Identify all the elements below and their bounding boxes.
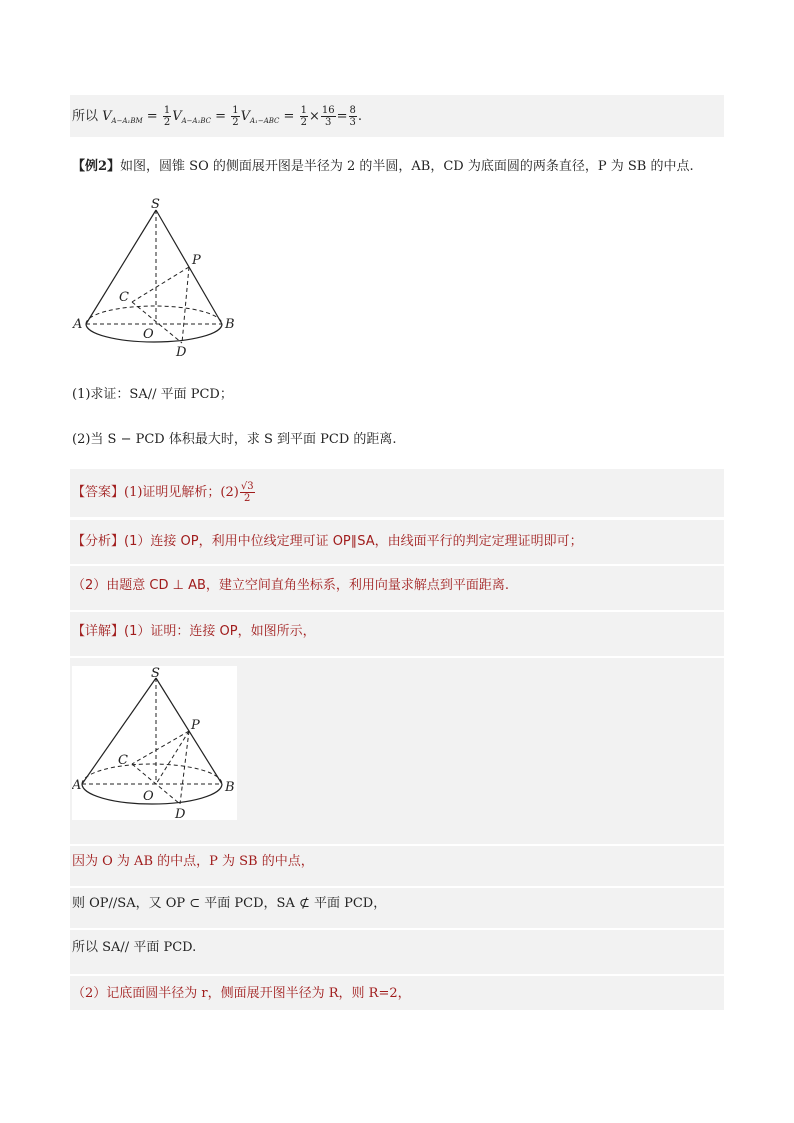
fraction-4: $\frac{16}{3}$ <box>321 105 335 128</box>
base-back-arc <box>86 306 222 324</box>
question-2 <box>70 430 724 450</box>
base-back-cover <box>82 764 222 784</box>
label-P: P <box>192 253 201 268</box>
volume-v1-subscript: A−A₁BM <box>111 117 143 125</box>
analysis-row-1 <box>70 520 724 564</box>
detail-row-2 <box>70 846 724 886</box>
label-A: A <box>72 778 82 793</box>
answer-row <box>70 469 724 517</box>
fraction-3: $\frac{1}{2}$ <box>300 105 307 128</box>
detail-row-3 <box>70 888 724 928</box>
formula-prefix: 所以 <box>72 109 99 124</box>
base-back-dashed <box>86 306 222 324</box>
label-B: B <box>225 317 235 332</box>
segment-PC <box>132 267 189 302</box>
detail-line-1: (1）证明：连接 OP，如图所示， <box>124 624 316 639</box>
label-A: A <box>73 317 83 332</box>
volume-v3-subscript: A₁−ABC <box>249 117 280 125</box>
volume-v3: V <box>240 109 250 124</box>
label-D: D <box>176 345 187 360</box>
times-sign: × <box>308 109 320 124</box>
label-P: P <box>191 718 200 733</box>
answer-text: (1)证明见解析；(2) <box>124 485 239 500</box>
detail-line-4: 所以 SA// 平面 PCD. <box>72 940 197 955</box>
fraction-5: $\frac{8}{3}$ <box>349 105 356 128</box>
detail-line-2: 因为 O 为 AB 的中点，P 为 SB 的中点， <box>72 854 314 869</box>
volume-v2: V <box>172 109 182 124</box>
analysis-line-2: （2）由题意 CD ⊥ AB，建立空间直角坐标系，利用向量求解点到平面距离. <box>72 578 510 593</box>
cone-figure-2 <box>72 666 237 820</box>
volume-v2-subscript: A−A₁BC <box>181 117 212 125</box>
label-O: O <box>143 789 154 804</box>
formula-line <box>70 95 724 137</box>
answer-fraction: $\frac{√3}{2}$ <box>240 481 254 504</box>
analysis-row-2 <box>70 566 724 610</box>
formula-end: . <box>357 109 363 124</box>
edge-SA <box>82 678 156 784</box>
question-1 <box>70 385 724 405</box>
answer-tag: 【答案】 <box>72 485 125 500</box>
segment-PD <box>182 267 189 343</box>
detail-row-5 <box>70 976 724 1010</box>
label-B: B <box>225 780 235 795</box>
fraction-2: $\frac{1}{2}$ <box>232 105 239 128</box>
volume-v1: V <box>102 109 112 124</box>
equals-3: = <box>283 109 295 124</box>
cone-figure-1 <box>70 198 245 363</box>
equals-4: = <box>336 109 348 124</box>
label-C: C <box>119 290 129 305</box>
analysis-tag: 【分析】 <box>72 534 125 549</box>
label-S: S <box>151 198 160 212</box>
diameter-CD <box>132 302 182 343</box>
example-tag: 【例2】 <box>72 159 121 174</box>
equals-1: = <box>146 109 158 124</box>
segment-PO <box>156 731 189 784</box>
equals-2: = <box>215 109 227 124</box>
question-2-text: (2)当 S − PCD 体积最大时，求 S 到平面 PCD 的距离. <box>72 432 397 447</box>
label-S: S <box>151 666 160 681</box>
detail-line-3: 则 OP//SA，又 OP ⊂ 平面 PCD，SA ⊄ 平面 PCD， <box>72 896 387 911</box>
analysis-line-1: (1）连接 OP，利用中位线定理可证 OP∥SA，由线面平行的判定定理证明即可； <box>124 534 583 549</box>
question-1-text: (1)求证：SA// 平面 PCD； <box>72 387 233 402</box>
label-O: O <box>143 327 154 342</box>
example-text: 如图，圆锥 SO 的侧面展开图是半径为 2 的半圆，AB，CD 为底面圆的两条直径，P 为 SB 的中点. <box>120 159 694 174</box>
label-D: D <box>175 807 186 820</box>
detail-row-4 <box>70 930 724 974</box>
detail-row-1 <box>70 612 724 656</box>
fraction-1: $\frac{1}{2}$ <box>163 105 171 128</box>
base-back-dashed <box>82 764 222 784</box>
segment-PC <box>132 731 189 764</box>
detail-line-5: （2）记底面圆半径为 r，侧面展开图半径为 R，则 R=2， <box>72 986 411 1001</box>
detail-tag: 【详解】 <box>72 624 125 639</box>
label-C: C <box>118 753 128 768</box>
example-statement <box>70 157 724 177</box>
